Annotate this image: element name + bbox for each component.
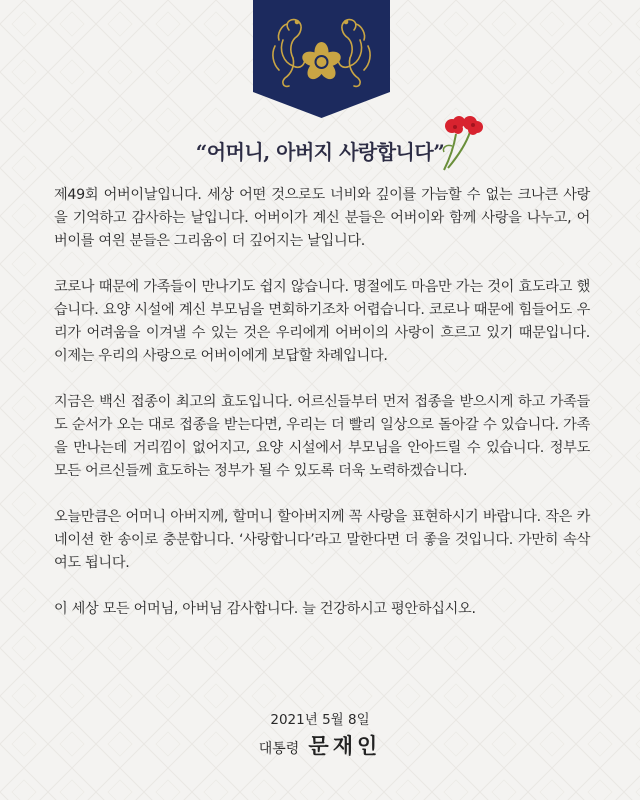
signature (0, 730, 640, 760)
letter-paragraph: 제49회 어버이날입니다. 세상 어떤 것으로도 너비와 깊이를 가늠할 수 없는 크나큰 사랑을 기억하고 감사하는 날입니다. 어버이가 계신 분들은 어버이와 함께 사랑을 나누고, 어버이를 여읜 분들은 그리움이 더 깊어지는 날입니다. (54, 187, 590, 249)
letter-paragraph: 오늘만큼은 어머니 아버지께, 할머니 할아버지께 꼭 사랑을 표현하시기 바랍니다. 작은 카네이션 한 송이로 충분합니다. ‘사랑합니다’라고 말한다면 더 좋을 것입니다. 가만히 속삭여도 됩니다. (54, 509, 590, 571)
letter-paragraph: 코로나 때문에 가족들이 만나기도 쉽지 않습니다. 명절에도 마음만 가는 것이 효도라고 했습니다. 요양 시설에 계신 부모님을 면회하기조차 어렵습니다. 코로나 때문에 힘들어도 우리가 어려움을 이겨낼 수 있는 것은 우리에게 어버이의 사랑이 흐르고 있기 때문입니다. 이제는 우리의 사랑으로 어버이에게 보답할 차례입니다. (54, 279, 590, 364)
carnation-icon (432, 112, 494, 174)
letter-headline: “어머니, 아버지 사랑합니다” (195, 140, 445, 164)
letter-paragraph: 이 세상 모든 어머님, 아버님 감사합니다. 늘 건강하시고 평안하십시오. (54, 601, 476, 617)
presidential-banner (253, 0, 390, 118)
letter-paragraph: 지금은 백신 접종이 최고의 효도입니다. 어르신들부터 먼저 접종을 받으시게 하고 가족들도 순서가 오는 대로 접종을 받는다면, 우리는 더 빨리 일상으로 돌아갈 수 있습니다. 가족을 만나는데 거리낌이 없어지고, 요양 시설에서 부모님을 안아드릴 수 있습니다. 정부도 모든 어르신들께 효도하는 정부가 될 수 있도록 더욱 노력하겠습니다. (54, 394, 590, 479)
letter-body (54, 184, 590, 644)
signer-title: 대통령 (258, 741, 300, 757)
letter-date: 2021년 5월 8일 (270, 712, 370, 728)
signer-name: 문재인 (308, 733, 382, 758)
